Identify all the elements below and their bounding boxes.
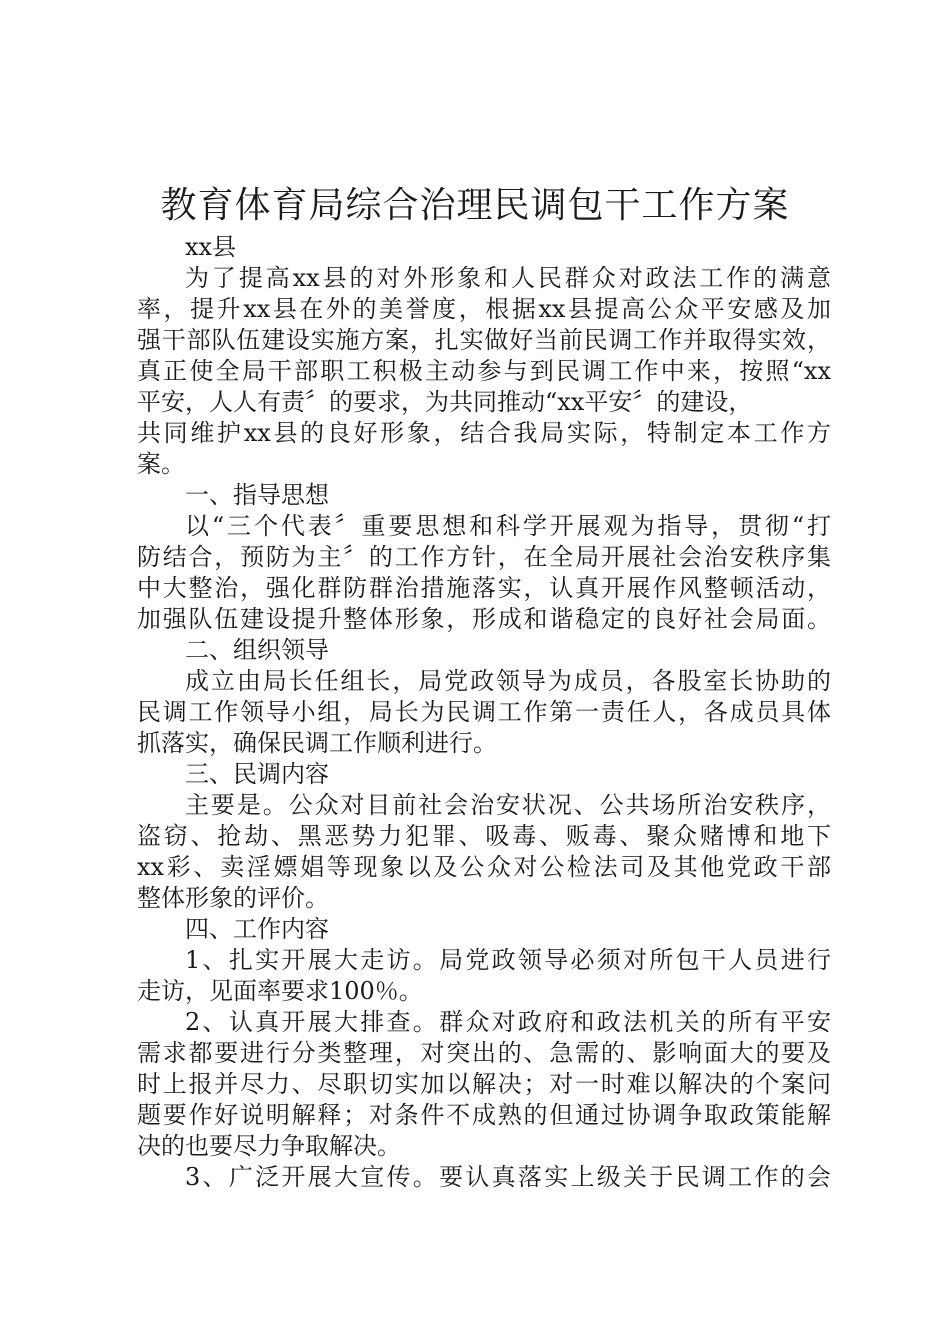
text-line: 主要是。公众对目前社会治安状况、公共场所治安秩序，	[185, 791, 831, 819]
text-line: 需求都要进行分类整理，对突出的、急需的、影响面大的要及	[137, 1039, 831, 1067]
document-body	[137, 232, 831, 1193]
text-line: 题要作好说明解释；对条件不成熟的但通过协调争取政策能解	[137, 1101, 831, 1129]
text-line: 以“三个代表〞重要思想和科学开展观为指导，贯彻“打	[185, 512, 831, 540]
text-line: 平安，人人有责〞的要求，为共同推动“xx平安〞的建设，	[137, 388, 753, 416]
text-line: 1、扎实开展大走访。局党政领导必须对所包干人员进行	[185, 946, 831, 974]
document-title: 教育体育局综合治理民调包干工作方案	[160, 185, 790, 226]
text-line: xx县	[185, 233, 237, 261]
text-line: 决的也要尽力争取解决。	[137, 1132, 401, 1160]
text-line: 时上报并尽力、尽职切实加以解决；对一时难以解决的个案问	[137, 1070, 831, 1098]
text-line: 共同维护xx县的良好形象，结合我局实际，特制定本工作方	[137, 419, 831, 447]
text-line: 真正使全局干部职工积极主动参与到民调工作中来，按照“xx	[137, 357, 831, 385]
text-line: 率，提升xx县在外的美誉度，根据xx县提高公众平安感及加	[137, 295, 831, 323]
text-line: 抓落实，确保民调工作顺利进行。	[137, 729, 497, 757]
text-line: 3、广泛开展大宣传。要认真落实上级关于民调工作的会	[185, 1163, 831, 1191]
text-line: 防结合，预防为主〞的工作方针，在全局开展社会治安秩序集	[137, 543, 831, 571]
text-line: 走访，见面率要求100％。	[137, 977, 423, 1005]
text-line: 案。	[137, 450, 185, 478]
text-line: xx彩、卖淫嫖娼等现象以及公众对公检法司及其他党政干部	[137, 853, 831, 881]
text-line: 三、民调内容	[185, 760, 329, 788]
text-line: 一、指导思想	[185, 481, 329, 509]
text-line: 为了提高xx县的对外形象和人民群众对政法工作的满意	[185, 264, 831, 292]
text-line: 中大整治，强化群防群治措施落实，认真开展作风整顿活动，	[137, 574, 831, 602]
text-line: 强干部队伍建设实施方案，扎实做好当前民调工作并取得实效，	[137, 326, 831, 354]
text-line: 加强队伍建设提升整体形象，形成和谐稳定的良好社会局面。	[137, 605, 831, 633]
text-line: 四、工作内容	[185, 915, 329, 943]
text-line: 整体形象的评价。	[137, 884, 329, 912]
text-line: 民调工作领导小组，局长为民调工作第一责任人，各成员具体	[137, 698, 831, 726]
text-line: 盗窃、抢劫、黑恶势力犯罪、吸毒、贩毒、聚众赌博和地下	[137, 822, 831, 850]
text-line: 2、认真开展大排查。群众对政府和政法机关的所有平安	[185, 1008, 831, 1036]
text-line: 二、组织领导	[185, 636, 329, 664]
text-line: 成立由局长任组长，局党政领导为成员，各股室长协助的	[185, 667, 831, 695]
